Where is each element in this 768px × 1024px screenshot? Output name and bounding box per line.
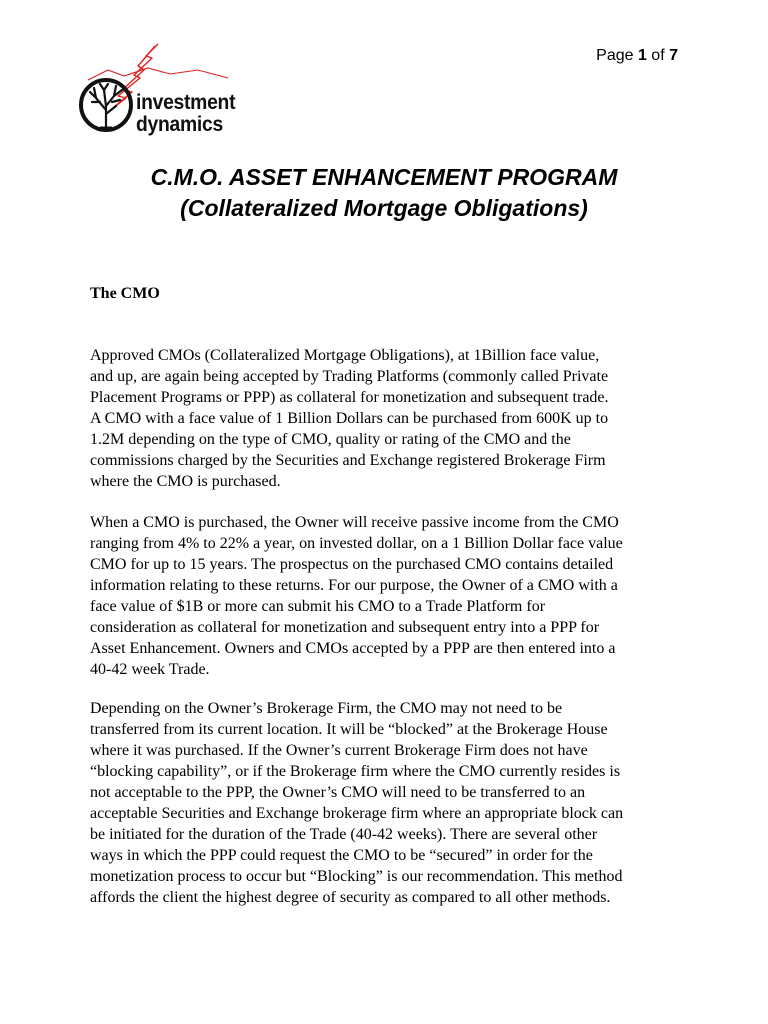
paragraph-line: affords the client the highest degree of security as compared to all other methods. [90, 889, 611, 906]
section-heading: The CMO [90, 285, 160, 302]
paragraph-1 [90, 345, 690, 492]
paragraph-line: Asset Enhancement. Owners and CMOs accepted by a PPP are then entered into a [90, 640, 616, 657]
logo-text-investment: investment [136, 91, 236, 114]
paragraph-line: CMO for up to 15 years. The prospectus on the purchased CMO contains detailed [90, 556, 614, 573]
paragraph-line: A CMO with a face value of 1 Billion Dollars can be purchased from 600K up to [90, 410, 609, 427]
paragraph-line: Approved CMOs (Collateralized Mortgage Obligations), at 1Billion face value, [90, 347, 600, 364]
paragraph-line: 40-42 week Trade. [90, 661, 210, 678]
document-title-line-2: (Collateralized Mortgage Obligations) [180, 195, 588, 221]
paragraph-line: ranging from 4% to 22% a year, on invested dollar, on a 1 Billion Dollar face value [90, 535, 623, 552]
page-number-current: 1 [637, 47, 647, 64]
paragraph-line: Depending on the Owner’s Brokerage Firm, the CMO may not need to be [90, 700, 563, 717]
paragraph-line: where the CMO is purchased. [90, 473, 281, 490]
paragraph-line: where it was purchased. If the Owner’s current Brokerage Firm does not have [90, 742, 588, 759]
paragraph-line: consideration as collateral for monetization and subsequent entry into a PPP for [90, 619, 600, 636]
page-number-prefix: Page [596, 47, 638, 64]
paragraph-line: When a CMO is purchased, the Owner will receive passive income from the CMO [90, 514, 619, 531]
paragraph-line: be initiated for the duration of the Trade (40-42 weeks). There are several other [90, 826, 598, 843]
paragraph-line: and up, are again being accepted by Trading Platforms (commonly called Private [90, 368, 609, 385]
paragraph-line: Placement Programs or PPP) as collateral for monetization and subsequent trade. [90, 389, 609, 406]
paragraph-line: ways in which the PPP could request the CMO to be “secured” in order for the [90, 847, 593, 864]
paragraph-line: commissions charged by the Securities and Exchange registered Brokerage Firm [90, 452, 606, 469]
logo-text-dynamics: dynamics [136, 113, 223, 136]
page-number [596, 47, 678, 65]
paragraph-line: transferred from its current location. It will be “blocked” at the Brokerage House [90, 721, 608, 738]
paragraph-line: “blocking capability”, or if the Brokerage firm where the CMO currently resides is [90, 763, 621, 780]
page-number-total: 7 [669, 47, 678, 64]
paragraph-line: monetization process to occur but “Blocking” is our recommendation. This method [90, 868, 623, 885]
document-title-line-1: C.M.O. ASSET ENHANCEMENT PROGRAM [150, 164, 618, 190]
paragraph-line: face value of $1B or more can submit his CMO to a Trade Platform for [90, 598, 546, 615]
paragraph-line: information relating to these returns. For our purpose, the Owner of a CMO with a [90, 577, 618, 594]
paragraph-line: acceptable Securities and Exchange brokerage firm where an appropriate block can [90, 805, 624, 822]
paragraph-line: 1.2M depending on the type of CMO, quality or rating of the CMO and the [90, 431, 571, 448]
paragraph-2 [90, 512, 690, 680]
page-number-separator: of [646, 47, 670, 64]
paragraph-3 [90, 698, 690, 908]
paragraph-line: not acceptable to the PPP, the Owner’s CMO will need to be transferred to an [90, 784, 586, 801]
company-logo [78, 40, 278, 140]
